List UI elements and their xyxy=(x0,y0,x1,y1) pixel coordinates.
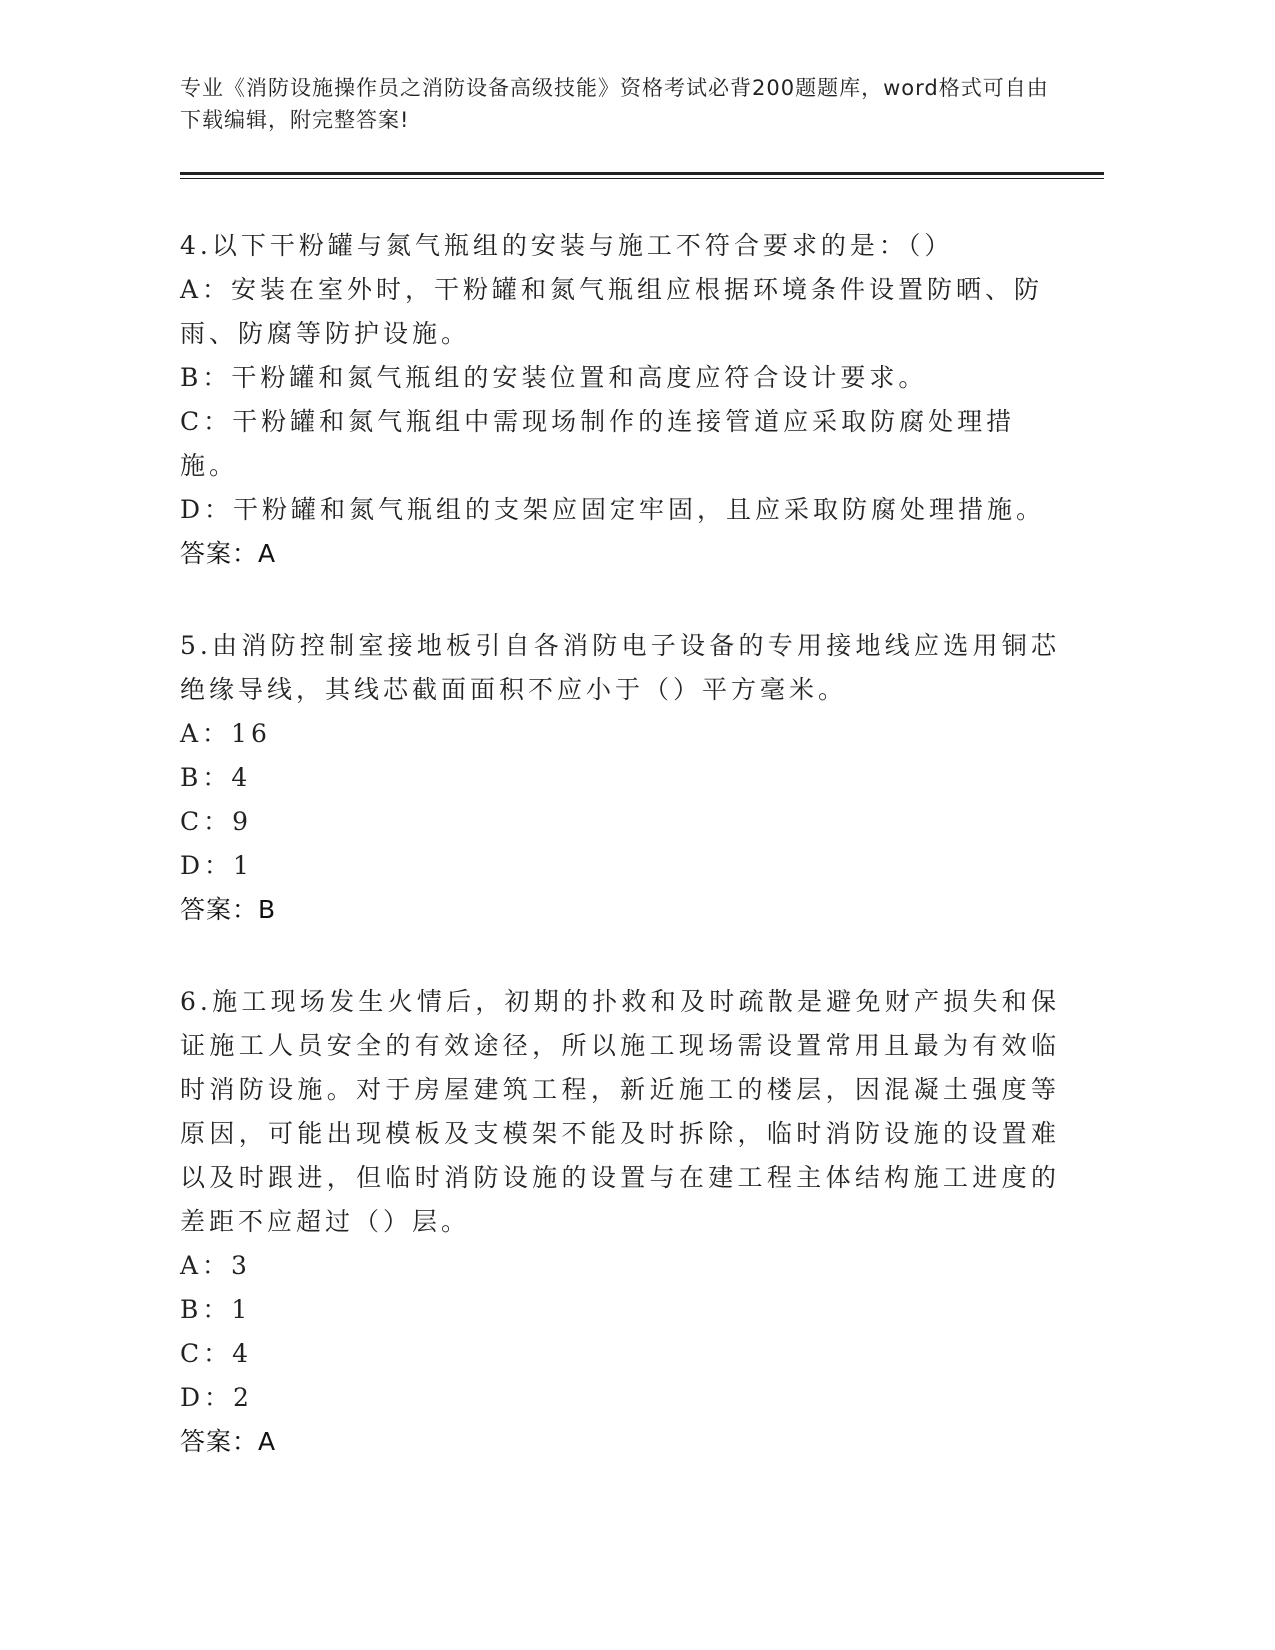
question-list xyxy=(180,224,1060,1512)
question-6 xyxy=(180,980,1060,1464)
option-d: D：2 xyxy=(180,1383,253,1412)
option-c: C：4 xyxy=(180,1339,253,1368)
question-stem: 4.以下干粉罐与氮气瓶组的安装与施工不符合要求的是：（） xyxy=(180,231,954,260)
option-d: D：干粉罐和氮气瓶组的支架应固定牢固，且应采取防腐处理措施。 xyxy=(180,495,1046,524)
option-b: B：1 xyxy=(180,1295,252,1324)
question-5 xyxy=(180,624,1060,932)
document-header: 专业《消防设施操作员之消防设备高级技能》资格考试必背200题题库，word格式可自由下载编辑，附完整答案! xyxy=(180,76,1049,132)
option-d: D：1 xyxy=(180,851,253,880)
header-rule-thick xyxy=(180,172,1104,175)
answer-line: 答案：B xyxy=(180,895,277,924)
answer-line: 答案：A xyxy=(180,539,277,568)
question-stem: 6.施工现场发生火情后，初期的扑救和及时疏散是避免财产损失和保证施工人员安全的有效途径，所以施工现场需设置常用且最为有效临时消防设施。对于房屋建筑工程，新近施工的楼层，因混凝土强度等原因，可能出现模板及支模架不能及时拆除，临时消防设施的设置难以及时跟进，但临时消防设施的设置与在建工程主体结构施工进度的差距不应超过（）层。 xyxy=(180,987,1060,1236)
option-a: A：安装在室外时，干粉罐和氮气瓶组应根据环境条件设置防晒、防雨、防腐等防护设施。 xyxy=(180,275,1044,348)
option-c: C：干粉罐和氮气瓶组中需现场制作的连接管道应采取防腐处理措施。 xyxy=(180,407,1016,480)
header-rule-thin xyxy=(180,178,1104,179)
option-b: B：4 xyxy=(180,763,252,792)
question-stem: 5.由消防控制室接地板引自各消防电子设备的专用接地线应选用铜芯绝缘导线，其线芯截面面积不应小于（）平方毫米。 xyxy=(180,631,1060,704)
question-4 xyxy=(180,224,1060,576)
option-c: C：9 xyxy=(180,807,253,836)
option-b: B：干粉罐和氮气瓶组的安装位置和高度应符合设计要求。 xyxy=(180,363,928,392)
option-a: A：3 xyxy=(180,1251,251,1280)
option-a: A：16 xyxy=(180,719,271,748)
answer-line: 答案：A xyxy=(180,1427,277,1456)
